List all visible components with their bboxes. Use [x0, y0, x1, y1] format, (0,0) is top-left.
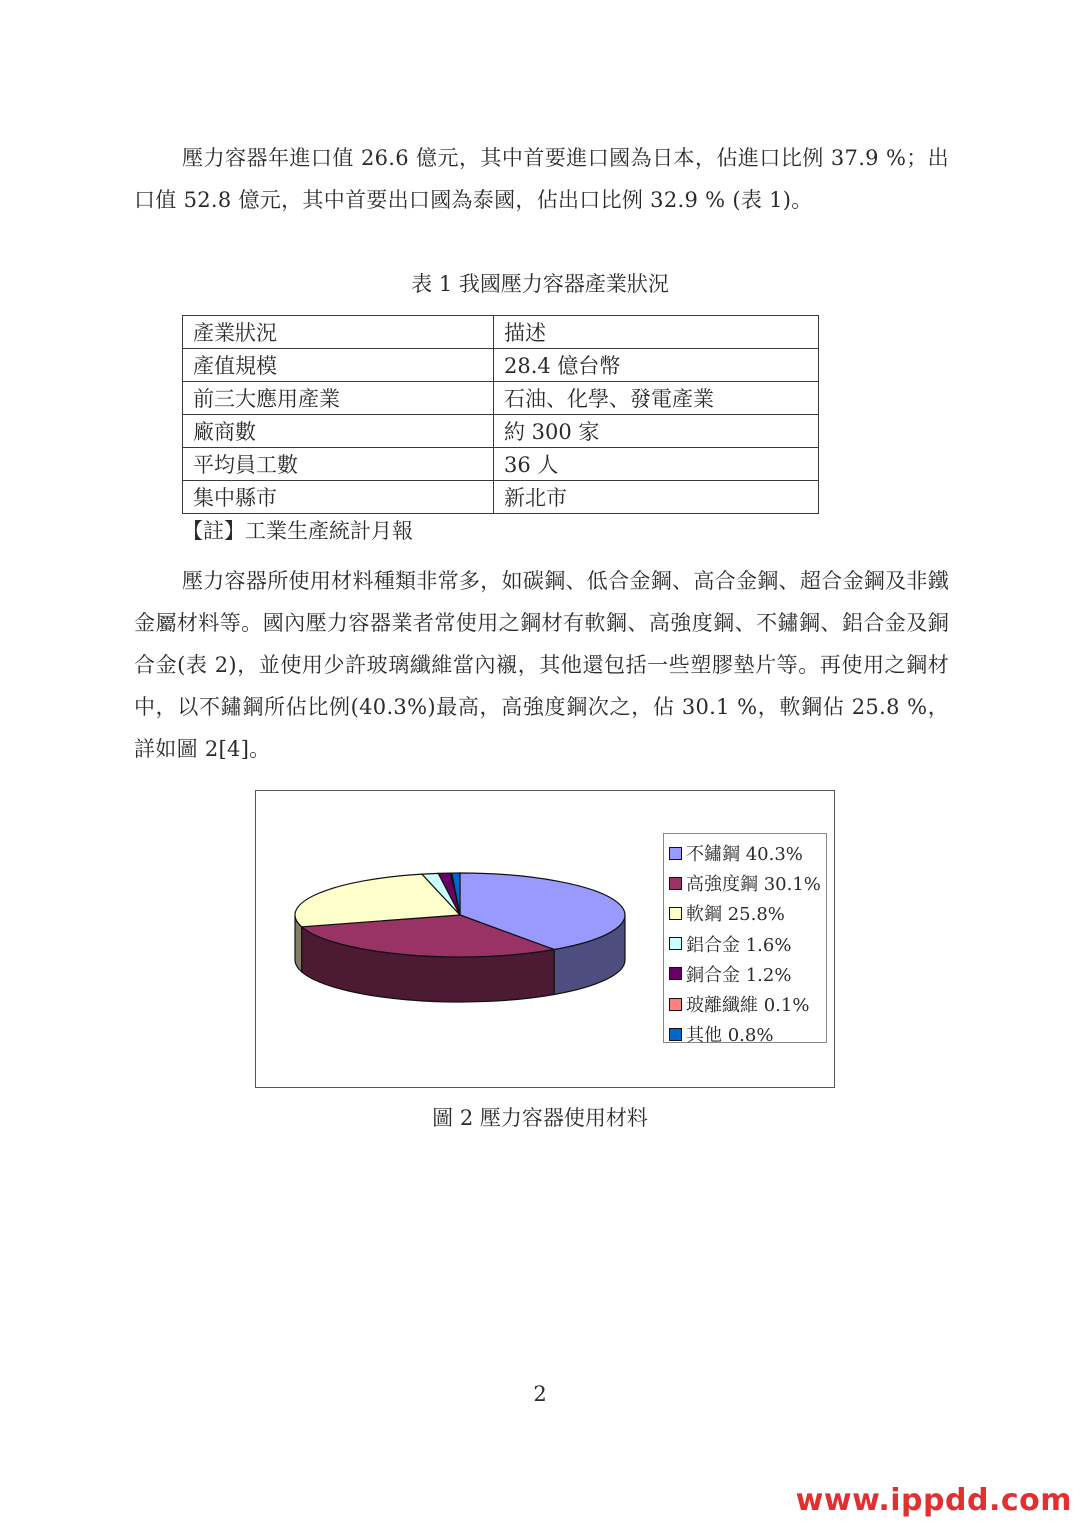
table-cell-item: 廠商數: [183, 415, 494, 448]
legend-item: [669, 868, 826, 898]
legend-item: [669, 989, 826, 1019]
table-cell-item: 平均員工數: [183, 448, 494, 481]
paragraph-text: 壓力容器所使用材料種類非常多，如碳鋼、低合金鋼、高合金鋼、超合金鋼及非鐵金屬材料等。國內壓力容器業者常使用之鋼材有軟鋼、高強度鋼、不鏽鋼、鋁合金及銅合金(表 2)，並使用少許玻璃纖維當內襯，其他還包括一些塑膠墊片等。再使用之鋼材中，以不鏽鋼所佔比例(40.3%)最高，高強度鋼次之，佔 30.1 %，軟鋼佔 25.8 %，詳如圖 2[4]。: [134, 569, 949, 761]
table-cell-description: 約 300 家: [494, 415, 819, 448]
legend-swatch-icon: [669, 998, 682, 1011]
table-cell-description: 28.4 億台幣: [494, 349, 819, 382]
industry-status-table: [182, 315, 819, 514]
legend-label: 不鏽鋼 40.3%: [686, 844, 803, 866]
paragraph-materials: [134, 560, 949, 770]
pie-chart: [255, 790, 835, 1088]
table-row: [183, 382, 819, 415]
legend-label: 軟鋼 25.8%: [686, 904, 785, 926]
table-cell-description: 描述: [494, 316, 819, 349]
table-row: [183, 349, 819, 382]
legend-item: [669, 898, 826, 928]
legend-swatch-icon: [669, 1028, 682, 1041]
table-header-row: [183, 316, 819, 349]
legend-label: 玻離纖維 0.1%: [686, 995, 810, 1017]
page-number: 2: [533, 1382, 547, 1406]
table-cell-description: 石油、化學、發電產業: [494, 382, 819, 415]
legend-swatch-icon: [669, 847, 682, 860]
table-cell-item: 產業狀況: [183, 316, 494, 349]
table-note: 【註】工業生產統計月報: [182, 519, 413, 543]
legend-item: [669, 1019, 826, 1049]
legend-swatch-icon: [669, 937, 682, 950]
legend-label: 高強度鋼 30.1%: [686, 874, 821, 896]
paragraph-import-export: [134, 137, 949, 221]
table-cell-item: 產值規模: [183, 349, 494, 382]
table-caption: 表 1 我國壓力容器產業狀況: [411, 272, 669, 296]
legend-swatch-icon: [669, 967, 682, 980]
paragraph-text: 壓力容器年進口值 26.6 億元，其中首要進口國為日本，佔進口比例 37.9 %；出口值 52.8 億元，其中首要出口國為泰國，佔出口比例 32.9 % (表 1)。: [134, 146, 949, 212]
legend-item: [669, 929, 826, 959]
table-row: [183, 448, 819, 481]
legend-swatch-icon: [669, 877, 682, 890]
table-row: [183, 415, 819, 448]
figure-caption: 圖 2 壓力容器使用材料: [432, 1106, 648, 1130]
chart-legend: [663, 833, 827, 1047]
legend-item: [669, 959, 826, 989]
legend-label: 銅合金 1.2%: [686, 964, 792, 986]
legend-swatch-icon: [669, 907, 682, 920]
table-row: [183, 481, 819, 514]
legend-label: 鋁合金 1.6%: [686, 934, 792, 956]
legend-label: 其他 0.8%: [686, 1025, 774, 1047]
table-cell-item: 前三大應用產業: [183, 382, 494, 415]
legend-item: [669, 838, 826, 868]
pie-chart-graphic: [256, 791, 656, 1087]
table-cell-item: 集中縣市: [183, 481, 494, 514]
table-cell-description: 新北市: [494, 481, 819, 514]
table-cell-description: 36 人: [494, 448, 819, 481]
watermark: www.ippdd.com: [795, 1483, 1072, 1518]
